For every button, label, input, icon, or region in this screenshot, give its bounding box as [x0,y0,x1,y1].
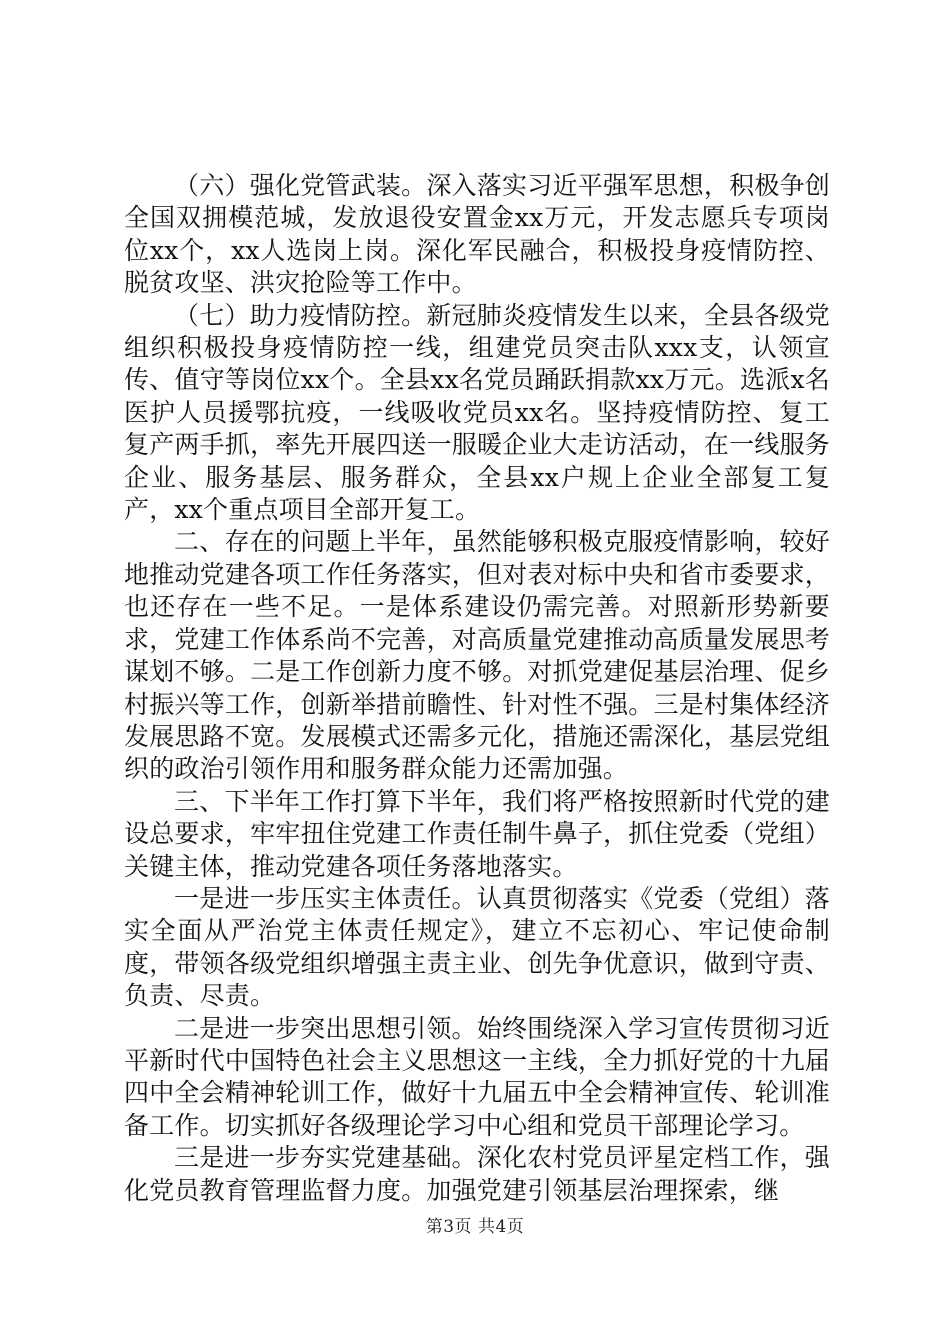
page-number-footer: 第3页 共4页 [425,1217,525,1237]
document-body [124,170,830,1207]
paragraph-foundation: 三是进一步夯实党建基础。深化农村党员评星定档工作，强化党员教育管理监督力度。加强党建引领基层治理探索，继 [124,1143,830,1205]
paragraph-epidemic: （七）助力疫情防控。新冠肺炎疫情发生以来，全县各级党组织积极投身疫情防控一线，组建党员突击队xxx支，认领宣传、值守等岗位xx个。全县xx名党员踊跃捐款xx万元。选派x名医护人员援鄂抗疫，一线吸收党员xx名。坚持疫情防控、复工复产两手抓，率先开展四送一服暖企业大走访活动，在一线服务企业、服务基层、服务群众，全县xx户规上企业全部复工复产，xx个重点项目全部开复工。 [124,300,830,525]
paragraph-responsibility: 一是进一步压实主体责任。认真贯彻落实《党委（党组）落实全面从严治党主体责任规定》，建立不忘初心、牢记使命制度，带领各级党组织增强主责主业、创先争优意识，做到守责、负责、尽责。 [124,883,830,1011]
paragraph-plan: 三、下半年工作打算下半年，我们将严格按照新时代党的建设总要求，牢牢扭住党建工作责任制牛鼻子，抓住党委（党组）关键主体，推动党建各项任务落地落实。 [124,786,830,881]
paragraph-ideology: 二是进一步突出思想引领。始终围绕深入学习宣传贯彻习近平新时代中国特色社会主义思想这一主线，全力抓好党的十九届四中全会精神轮训工作，做好十九届五中全会精神宣传、轮训准备工作。切实抓好各级理论学习中心组和党员干部理论学习。 [124,1013,830,1140]
paragraph-militia: （六）强化党管武装。深入落实习近平强军思想，积极争创全国双拥模范城，发放退役安置金xx万元，开发志愿兵专项岗位xx个，xx人选岗上岗。深化军民融合，积极投身疫情防控、脱贫攻坚、洪灾抢险等工作中。 [124,171,830,298]
paragraph-problems: 二、存在的问题上半年，虽然能够积极克服疫情影响，较好地推动党建各项工作任务落实，但对表对标中央和省市委要求，也还存在一些不足。一是体系建设仍需完善。对照新形势新要求，党建工作体系尚不完善，对高质量党建推动高质量发展思考谋划不够。二是工作创新力度不够。对抓党建促基层治理、促乡村振兴等工作，创新举措前瞻性、针对性不强。三是村集体经济发展思路不宽。发展模式还需多元化，措施还需深化，基层党组织的政治引领作用和服务群众能力还需加强。 [124,527,830,784]
